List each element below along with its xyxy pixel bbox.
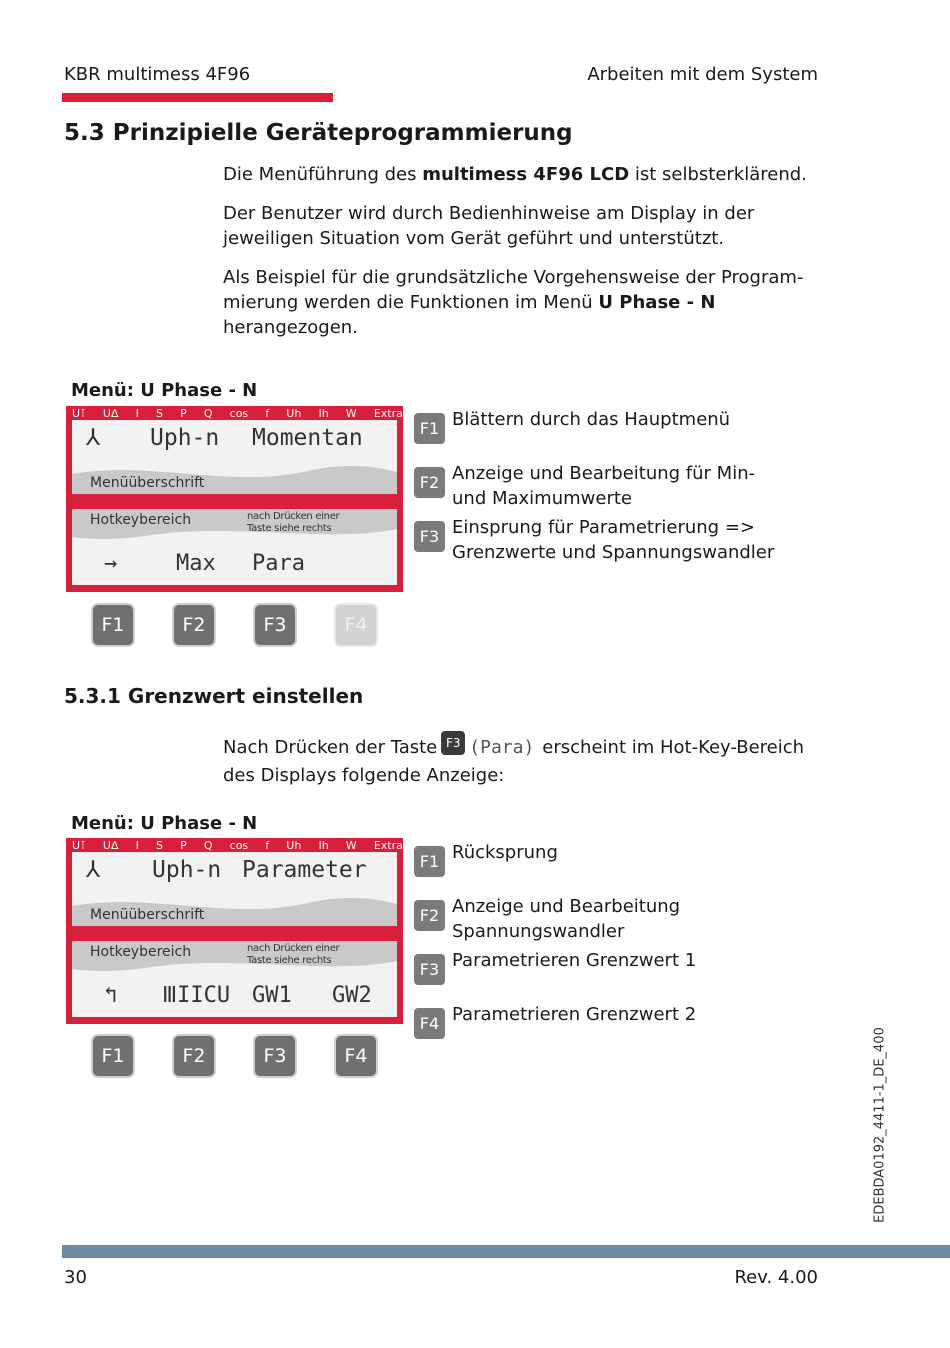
- legend-f2-badge: F2: [414, 467, 445, 498]
- page-number: 30: [64, 1267, 87, 1288]
- hotkey-gw2: GW2: [332, 983, 372, 1008]
- legend-f1-badge: F1: [414, 413, 445, 444]
- header-left: KBR multimess 4F96: [64, 64, 251, 85]
- menu-caption: Menüüberschrift: [90, 907, 205, 923]
- lcd-top-label: Q: [203, 407, 213, 420]
- menu-caption: Menüüberschrift: [90, 475, 205, 491]
- lcd-menu-area: [72, 852, 397, 926]
- figure2-lcd-display: [66, 838, 403, 1024]
- lcd-top-label: S: [155, 839, 163, 852]
- lcd-top-label: Uh: [286, 407, 302, 420]
- lcd-menu-area: [72, 420, 397, 494]
- lcd-menu-mode: Parameter: [242, 857, 367, 883]
- legend-f1-text: Rücksprung: [452, 842, 558, 863]
- lcd-top-labels: [72, 407, 403, 420]
- f3-key: F3: [255, 605, 295, 645]
- legend-f3-text: Parametrieren Grenzwert 1: [452, 950, 697, 971]
- legend-f3-badge: F3: [414, 954, 445, 985]
- lcd-top-label: U⊺: [72, 839, 86, 852]
- lcd-top-label: f: [265, 407, 270, 420]
- lcd-phase-symbol: ⅄: [86, 425, 101, 451]
- lcd-top-label: I: [135, 839, 139, 852]
- lcd-top-label: P: [180, 839, 187, 852]
- inline-lcd-text: (Para): [469, 737, 535, 758]
- hotkey-arrow: →: [104, 551, 118, 576]
- paragraph-3: Als Beispiel für die grundsätzliche Vorgehensweise der Program-mierung werden die Funktionen im Menü U Phase - N herangezogen.: [223, 267, 804, 338]
- lcd-top-label: UΔ: [102, 839, 119, 852]
- lcd-top-label: f: [265, 839, 270, 852]
- legend-f2-text: Anzeige und Bearbeitung Spannungswandler: [452, 896, 681, 942]
- lcd-top-label: Extra: [373, 407, 403, 420]
- subsection-paragraph: Nach Drücken der Taste F3 (Para) erscheint im Hot-Key-Bereich des Displays folgende Anzeige:: [223, 731, 823, 790]
- hotkey-para: Para: [252, 551, 305, 576]
- subsection-title: 5.3.1 Grenzwert einstellen: [64, 684, 364, 708]
- lcd-top-label: Ih: [318, 839, 329, 852]
- lcd-top-label: Q: [203, 839, 213, 852]
- legend-f3-text: Einsprung für Parametrierung => Grenzwerte und Spannungswandler: [452, 517, 775, 563]
- document-code-vertical: EDEBDA0192_4411-1_DE_400: [872, 1027, 888, 1223]
- lcd-top-label: I: [135, 407, 139, 420]
- lcd-phase-symbol: ⅄: [86, 857, 101, 883]
- f2-key: F2: [174, 1036, 214, 1076]
- lcd-hotkey-area: [72, 941, 397, 1017]
- lcd-menu-name: Uph-n: [152, 857, 222, 883]
- lcd-top-label: W: [345, 407, 357, 420]
- lcd-top-label: Ih: [318, 407, 329, 420]
- lcd-hotkey-area: [72, 509, 397, 585]
- inline-f3-key: F3: [441, 731, 465, 755]
- legend-f1-text: Blättern durch das Hauptmenü: [452, 409, 731, 430]
- legend-f2-text: Anzeige und Bearbeitung für Min- und Maximumwerte: [452, 463, 756, 509]
- lcd-top-label: cos: [229, 407, 249, 420]
- f1-key: F1: [93, 605, 133, 645]
- f1-key: F1: [93, 1036, 133, 1076]
- figure2-menu-title: Menü: U Phase - N: [71, 813, 258, 834]
- lcd-top-labels: [72, 839, 403, 852]
- hotkey-transformer: ⅢIICU: [162, 983, 231, 1008]
- legend-f4-text: Parametrieren Grenzwert 2: [452, 1004, 697, 1025]
- lcd-top-label: Uh: [286, 839, 302, 852]
- legend-f4-badge: F4: [414, 1008, 445, 1039]
- legend-f2-badge: F2: [414, 900, 445, 931]
- lcd-menu-mode: Momentan: [252, 425, 363, 451]
- hotkey-back-arrow: ↰: [104, 983, 118, 1008]
- lcd-top-label: S: [155, 407, 163, 420]
- hotkey-max: Max: [176, 551, 216, 576]
- lcd-top-label: Extra: [373, 839, 403, 852]
- lcd-top-label: cos: [229, 839, 249, 852]
- hotkey-note: nach Drücken einer Taste siehe rechts: [247, 943, 340, 966]
- hotkey-caption: Hotkeybereich: [90, 512, 192, 528]
- header-accent-bar: [62, 93, 333, 102]
- legend-f3-badge: F3: [414, 521, 445, 552]
- f4-key-disabled: F4: [336, 605, 376, 645]
- figure1-lcd-display: [66, 406, 403, 592]
- lcd-top-label: W: [345, 839, 357, 852]
- lcd-top-label: U⊺: [72, 407, 86, 420]
- lcd-top-label: UΔ: [102, 407, 119, 420]
- figure1-menu-title: Menü: U Phase - N: [71, 380, 258, 401]
- legend-f1-badge: F1: [414, 846, 445, 877]
- hotkey-note: nach Drücken einer Taste siehe rechts: [247, 511, 340, 534]
- revision: Rev. 4.00: [734, 1267, 818, 1288]
- hotkey-caption: Hotkeybereich: [90, 944, 192, 960]
- lcd-top-label: P: [180, 407, 187, 420]
- f4-key: F4: [336, 1036, 376, 1076]
- header-right: Arbeiten mit dem System: [587, 64, 818, 85]
- f3-key: F3: [255, 1036, 295, 1076]
- paragraph-2: Der Benutzer wird durch Bedienhinweise am Display in der jeweiligen Situation vom Gerät geführt und unterstützt.: [223, 203, 755, 249]
- section-title: 5.3 Prinzipielle Geräteprogrammierung: [64, 120, 573, 146]
- paragraph-1: Die Menüführung des multimess 4F96 LCD ist selbsterklärend.: [223, 164, 807, 185]
- f2-key: F2: [174, 605, 214, 645]
- hotkey-gw1: GW1: [252, 983, 292, 1008]
- lcd-menu-name: Uph-n: [150, 425, 220, 451]
- footer-bar: [62, 1245, 950, 1258]
